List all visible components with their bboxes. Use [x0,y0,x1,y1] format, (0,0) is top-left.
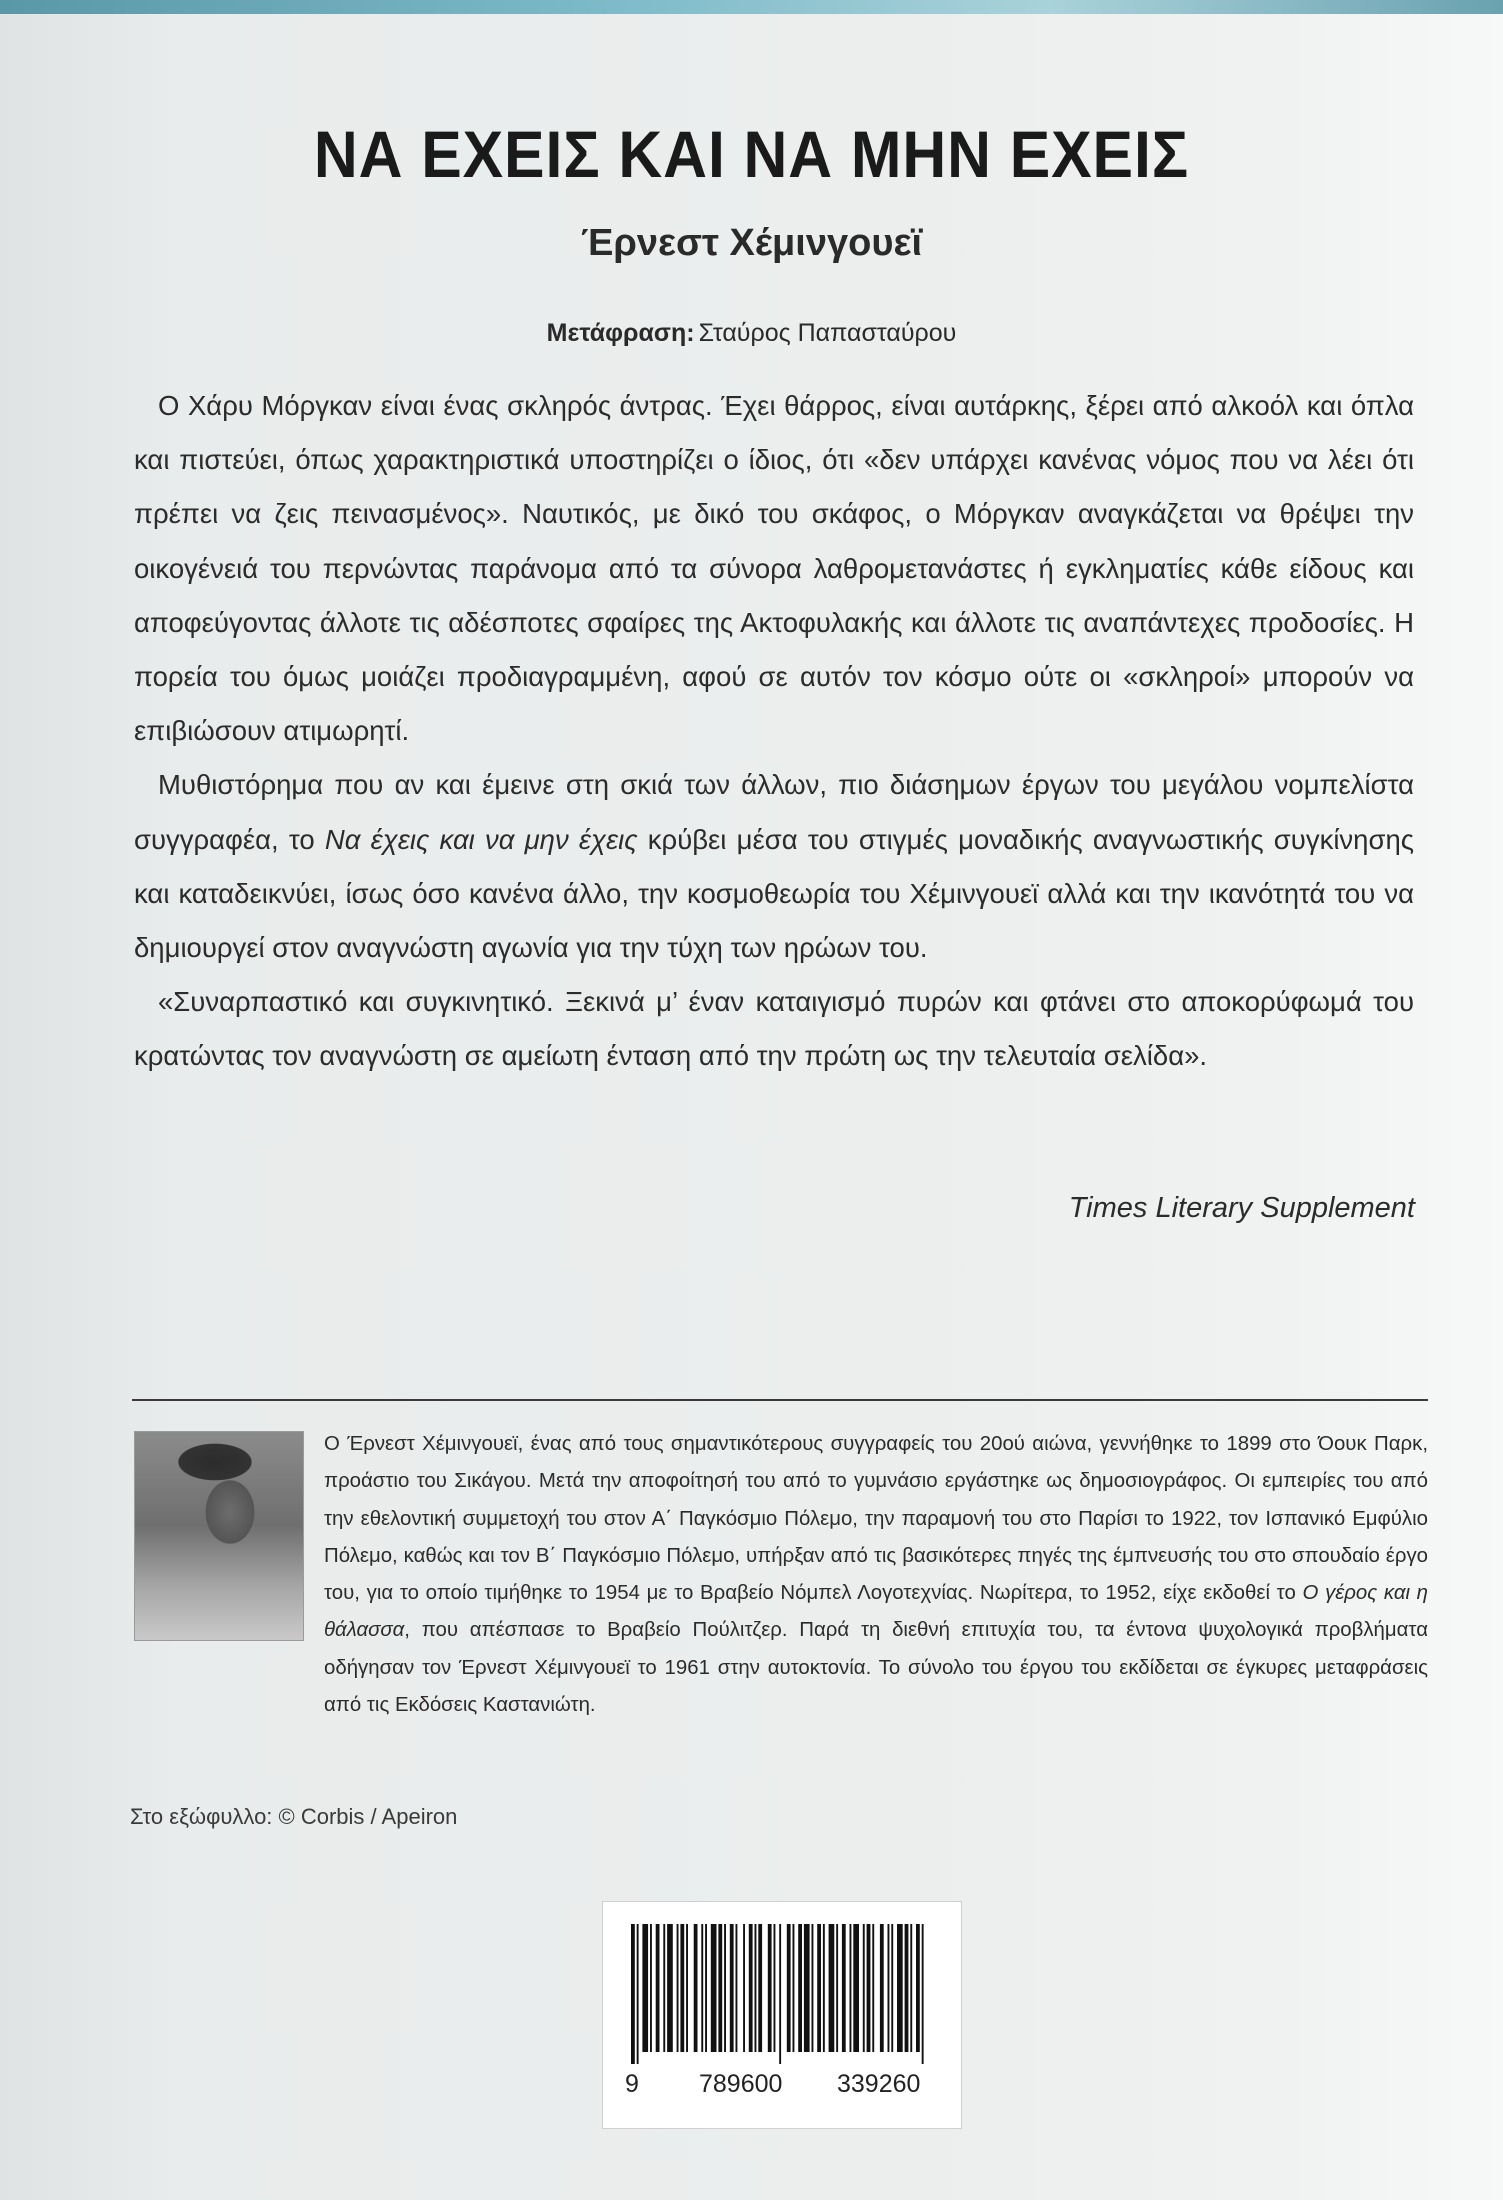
translator-name: Σταύρος Παπασταύρου [698,319,957,347]
translation-label: Μετάφραση: [546,319,695,347]
barcode-bar [701,1924,703,2052]
barcode-bar [817,1924,821,2052]
author-photo [134,1431,304,1641]
barcode-bar [867,1924,871,2052]
barcode-bar [743,1924,745,2052]
barcode-bar [718,1924,722,2052]
isbn-barcode [602,1901,962,2129]
barcode-bar [880,1924,884,2052]
author-bio [324,1426,1428,1724]
blurb-p2-book-title: Να έχεις και να μην έχεις [324,823,638,855]
barcode-group-2: 339260 [837,2070,921,2098]
barcode-bar [812,1924,814,2052]
barcode-bar [667,1924,673,2052]
barcode-bar [863,1924,865,2052]
barcode-bar [637,1924,639,2064]
barcode-bar [922,1924,924,2064]
barcode-bar [686,1924,688,2052]
book-title: ΝΑ ΕΧΕΙΣ ΚΑΙ ΝΑ ΜΗΝ ΕΧΕΙΣ [313,117,1190,191]
barcode-bar [711,1924,717,2052]
barcode-bar [749,1924,753,2052]
barcode-digits [603,2070,961,2110]
barcode-bar [798,1924,802,2052]
blurb-p2-text-start: Μυθιστόρημα που αν και έμεινε στη σκιά των άλλων, πιο διάσημων έργων του μεγάλου νομπελίστα συγγραφέα, το [134,769,1414,855]
barcode-bar [758,1924,762,2052]
bio-text-end: , που απέσπασε το Βραβείο Πούλιτζερ. Παρά τη διεθνή επιτυχία του, τα έντονα ψυχολογικά προβλήματα οδήγησαν τον Έρνεστ Χέμινγουεϊ το 1961 στην αυτοκτονία. Το σύνολο του έργου του εκδίδεται σε έγκυρες μεταφράσεις από τις Εκδόσεις Καστανιώτη. [324,1619,1428,1717]
translation-credit [0,319,1503,348]
barcode-bar [793,1924,795,2052]
barcode-bar [631,1924,635,2064]
cover-photo-credit: Στο εξώφυλλο: © Corbis / Apeiron [130,1804,458,1829]
barcode-bar [787,1924,791,2052]
barcode-bar [680,1924,684,2052]
barcode-bar [663,1924,665,2052]
barcode-bar [872,1924,874,2052]
barcode-first-digit: 9 [625,2070,639,2098]
barcode-bar [656,1924,660,2052]
barcode-bar [705,1924,707,2052]
barcode-bar [905,1924,909,2052]
barcode-bar [694,1924,698,2052]
barcode-bar [888,1924,890,2052]
barcode-bar [897,1924,903,2052]
blurb [134,379,1414,1084]
bio-text-start: Ο Έρνεστ Χέμινγουεϊ, ένας από τους σημαντικότερους συγγραφείς του 20ού αιώνα, γεννήθηκε το 1899 στο Όουκ Παρκ, προάστιο του Σικάγου. Μετά την αποφοίτησή του από το γυμνάσιο εργάστηκε ως δημοσιογράφος. Οι εμπειρίες του από την εθελοντική συμμετοχή του στον Α΄ Παγκόσμιο Πόλεμο, την παραμονή του στο Παρίσι το 1922, τον Ισπανικό Εμφύλιο Πόλεμο, καθώς και τον Β΄ Παγκόσμιο Πόλεμο, υπήρξαν από τις βασικότερες πηγές της έμπνευσής του στο σπουδαίο έργο του, για το οποίο τιμήθηκε το 1954 με το Βραβείο Νόμπελ Λογοτεχνίας. Νωρίτερα, το 1952, είχε εκδοθεί το [324,1433,1428,1605]
barcode-bar [768,1924,772,2052]
bio-book-title: Ο γέρος και η θάλασσα [324,1582,1429,1642]
barcode-bar [642,1924,648,2052]
barcode-bar [910,1924,912,2052]
barcode-bar [724,1924,726,2052]
barcode-bar [836,1924,838,2052]
barcode-bar [842,1924,846,2052]
barcode-bar [755,1924,757,2052]
blurb-paragraph-1: Ο Χάρυ Μόργκαν είναι ένας σκληρός άντρας. Έχει θάρρος, είναι αυτάρκης, ξέρει από αλκοόλ και όπλα και πιστεύει, όπως χαρακτηριστικά υποστηρίζει ο ίδιος, ότι «δεν υπάρχει κανένας νόμος που να λέει ότι πρέπει να ζεις πεινασμένος». Ναυτικός, με δικό του σκάφος, ο Μόργκαν αναγκάζεται να θρέψει την οικογένειά του περνώντας παράνομα από τα σύνορα λαθρομετανάστες ή εγκληματίες κάθε είδους και αποφεύγοντας άλλοτε τις αδέσποτες σφαίρες της Ακτοφυλακής και άλλοτε τις αναπάντεχες προδοσίες. Η πορεία του όμως μοιάζει προδιαγραμμένη, αφού σε αυτόν τον κόσμο ούτε οι «σκληροί» μπορούν να επιβιώσουν ατιμωρητί. [134,390,1414,747]
barcode-bar [779,1924,781,2064]
barcode-bar [853,1924,859,2052]
section-divider [132,1399,1428,1401]
review-quote: «Συναρπαστικό και συγκινητικό. Ξεκινά μ’ έναν καταιγισμό πυρών και φτάνει στο αποκορύφωμά του κρατώντας τον αναγνώστη σε αμείωτη ένταση από την πρώτη ως την τελευταία σελίδα». [134,986,1414,1072]
barcode-bar [823,1924,825,2052]
barcode-bar [891,1924,893,2052]
barcode-bar [677,1924,679,2052]
barcode-bar [730,1924,734,2052]
blurb-paragraph-2 [134,758,1414,975]
barcode-bar [774,1924,776,2052]
barcode-bar [829,1924,835,2052]
barcode-bar [916,1924,920,2052]
blurb-p2-text-end: κρύβει μέσα του στιγμές μοναδικής αναγνωστικής συγκίνησης και καταδεικνύει, ίσως όσο κανένα άλλο, την κοσμοθεωρία του Χέμινγουεϊ αλλά και την ικανότητά του να δημιουργεί στον αναγνώστη αγωνία για την τύχη των ηρώων του. [134,823,1414,964]
barcode-bar [650,1924,652,2052]
quote-source: Times Literary Supplement [1068,1192,1415,1224]
book-back-cover [0,14,1503,2200]
barcode-bar [804,1924,810,2052]
barcode-bars [627,1924,937,2064]
barcode-bar [850,1924,852,2052]
author-name: Έρνεστ Χέμινγουεϊ [580,222,923,264]
barcode-group-1: 789600 [699,2070,783,2098]
barcode-bar [736,1924,738,2052]
